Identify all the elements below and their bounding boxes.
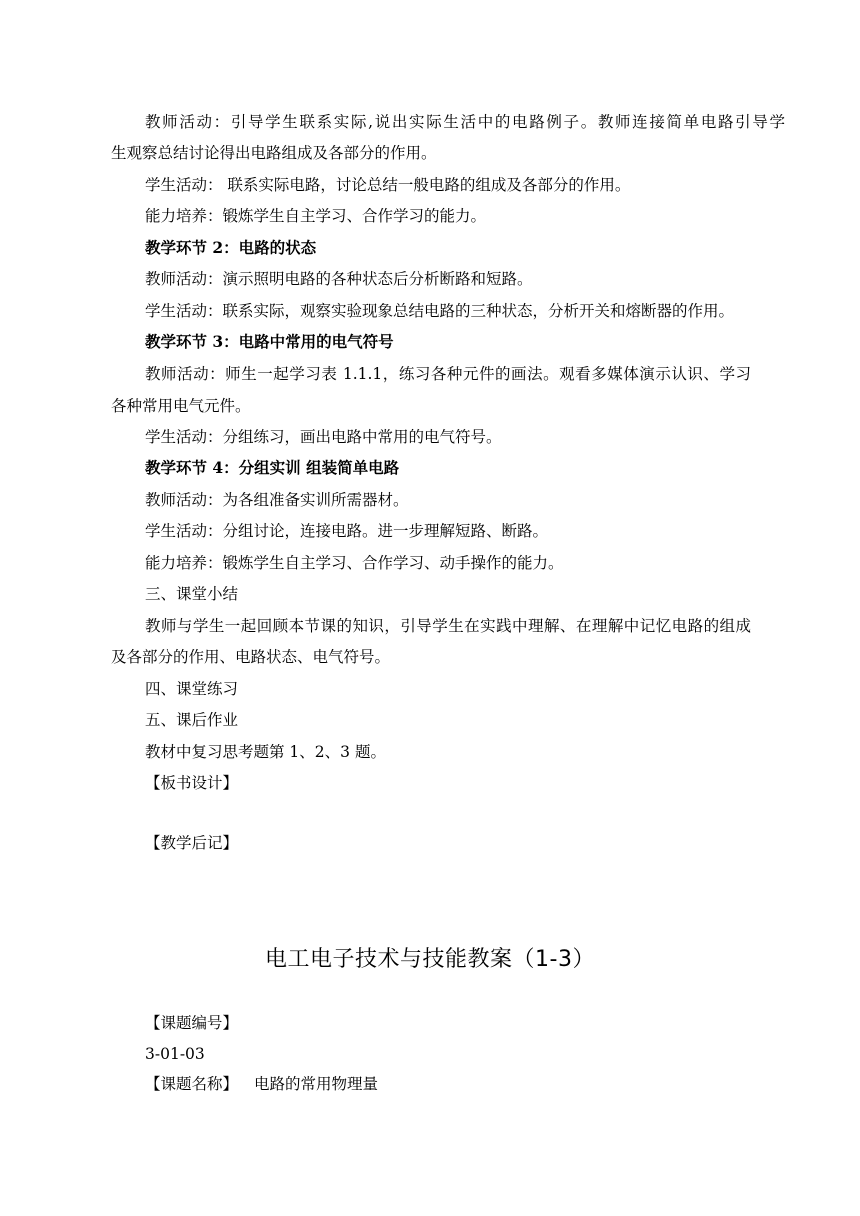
section-heading-step-4: 教学环节 4：分组实训 组装简单电路 bbox=[145, 458, 400, 477]
paragraph-student-activity-2: 学生活动：联系实际，观察实验现象总结电路的三种状态，分析开关和熔断器的作用。 bbox=[145, 302, 735, 320]
paragraph-teacher-activity-3: 教师活动：师生一起学习表 1.1.1，练习各种元件的画法。观看多媒体演示认识、学习 bbox=[145, 365, 751, 383]
paragraph-student-activity-1: 学生活动： 联系实际电路，讨论总结一般电路的组成及各部分的作用。 bbox=[145, 176, 631, 194]
section-summary-heading: 三、课堂小结 bbox=[145, 585, 239, 603]
paragraph-teacher-activity-4: 教师活动：为各组准备实训所需器材。 bbox=[145, 491, 409, 509]
board-design-label: 【板书设计】 bbox=[145, 774, 239, 792]
topic-number-value: 3-01-03 bbox=[145, 1045, 205, 1063]
paragraph-ability-2: 能力培养：锻炼学生自主学习、合作学习、动手操作的能力。 bbox=[145, 554, 564, 572]
paragraph-teacher-activity-3-cont: 各种常用电气元件。 bbox=[111, 397, 251, 415]
paragraph-homework: 教材中复习思考题第 1、2、3 题。 bbox=[145, 743, 386, 761]
section-heading-step-3: 教学环节 3：电路中常用的电气符号 bbox=[145, 332, 394, 351]
paragraph-ability-1: 能力培养：锻炼学生自主学习、合作学习的能力。 bbox=[145, 207, 487, 225]
paragraph-student-activity-3: 学生活动：分组练习，画出电路中常用的电气符号。 bbox=[145, 428, 502, 446]
paragraph-teacher-activity-2: 教师活动：演示照明电路的各种状态后分析断路和短路。 bbox=[145, 270, 533, 288]
paragraph-teacher-activity-1: 教师活动：引导学生联系实际,说出实际生活中的电路例子。教师连接简单电路引导学 bbox=[145, 113, 785, 131]
teaching-notes-label: 【教学后记】 bbox=[145, 834, 239, 852]
section-homework-heading: 五、课后作业 bbox=[145, 711, 239, 729]
lesson-plan-title: 电工电子技术与技能教案（1-3） bbox=[265, 947, 595, 972]
section-heading-step-2: 教学环节 2：电路的状态 bbox=[145, 238, 317, 257]
topic-name-value: 电路的常用物理量 bbox=[254, 1075, 379, 1093]
paragraph-summary-cont: 及各部分的作用、电路状态、电气符号。 bbox=[111, 648, 391, 666]
topic-name-row bbox=[145, 1074, 785, 1094]
paragraph-student-activity-4: 学生活动：分组讨论，连接电路。进一步理解短路、断路。 bbox=[145, 522, 549, 540]
section-practice-heading: 四、课堂练习 bbox=[145, 680, 239, 698]
topic-name-label: 【课题名称】 bbox=[145, 1075, 239, 1093]
topic-number-label: 【课题编号】 bbox=[145, 1014, 239, 1032]
paragraph-teacher-activity-1-cont: 生观察总结讨论得出电路组成及各部分的作用。 bbox=[111, 144, 437, 162]
paragraph-summary: 教师与学生一起回顾本节课的知识，引导学生在实践中理解、在理解中记忆电路的组成 bbox=[145, 617, 751, 635]
